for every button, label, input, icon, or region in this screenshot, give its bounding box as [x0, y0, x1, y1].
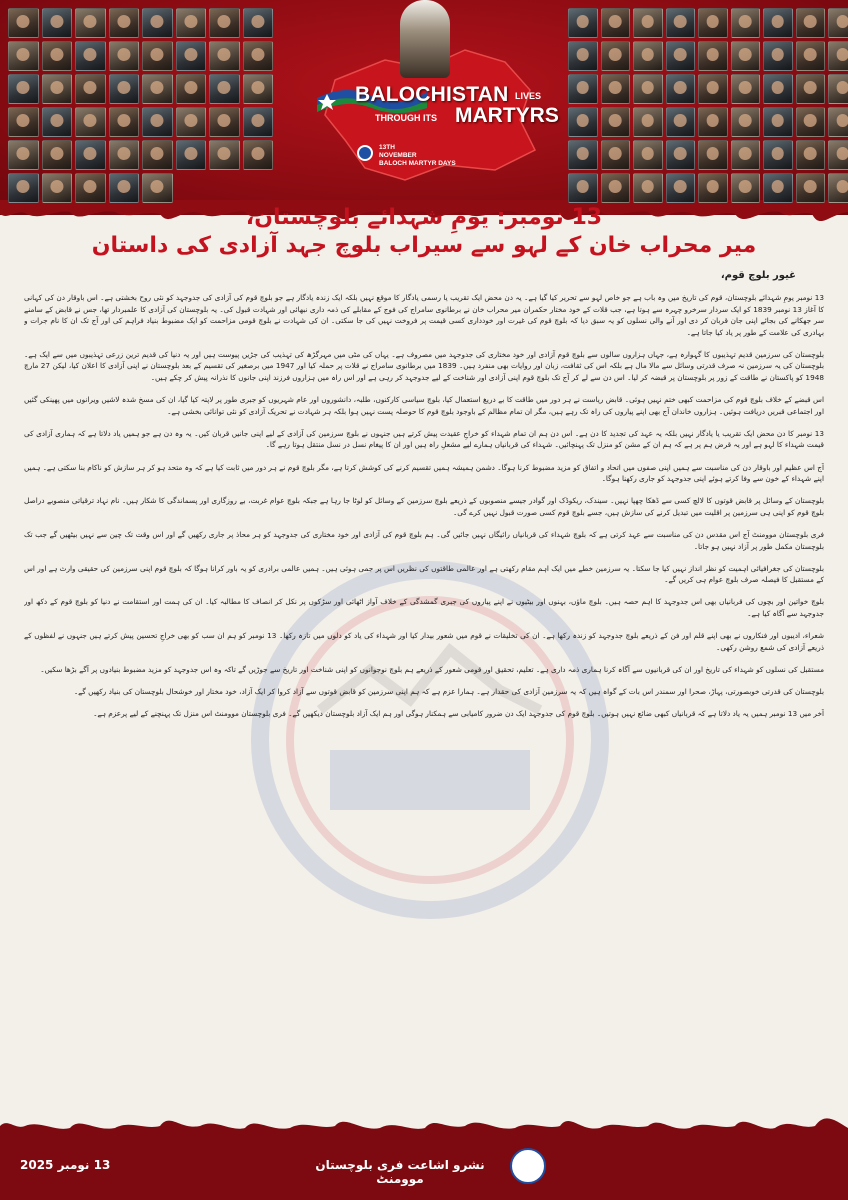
martyr-photo — [109, 140, 140, 170]
martyr-photo — [698, 173, 728, 203]
martyr-photo — [209, 41, 240, 71]
martyr-photo — [731, 140, 761, 170]
martyr-photo — [796, 107, 826, 137]
martyr-photo — [698, 41, 728, 71]
body-text — [24, 292, 824, 1140]
martyr-photo — [828, 41, 848, 71]
martyr-photo — [142, 140, 173, 170]
paragraph: فری بلوچستان موومنٹ آج اس مقدس دن کی مناسبت سے عہد کرتی ہے کہ بلوچ شہداء کی قربانیاں رائیگاں نہیں جائیں گی۔ ہم بلوچ قوم کی آزادی اور خود مختاری کی جدوجہد کو ہر محاذ پر جاری رکھیں گے اور اس وقت تک چین سے نہیں بیٹھیں گے جب تک بلوچستان مکمل طور پر آزاد نہیں ہو جاتا۔ — [24, 529, 824, 551]
martyr-photo — [8, 74, 39, 104]
martyr-photo — [568, 107, 598, 137]
martyr-photo — [601, 41, 631, 71]
martyr-photo — [209, 140, 240, 170]
martyr-photo — [8, 41, 39, 71]
martyr-photo — [42, 173, 73, 203]
martyr-photo-grid-right — [568, 8, 848, 203]
greeting: غیور بلوچ قوم، — [720, 270, 796, 281]
martyr-photo — [731, 74, 761, 104]
footer-org: نشرو اشاعت فری بلوچستان موومنٹ — [315, 1158, 485, 1186]
martyr-photo — [568, 173, 598, 203]
martyr-photo — [666, 107, 696, 137]
martyr-photo — [176, 8, 207, 38]
martyr-photo — [666, 41, 696, 71]
martyr-photo — [633, 8, 663, 38]
martyr-photo — [8, 8, 39, 38]
martyr-photo — [109, 8, 140, 38]
martyr-photo — [243, 107, 274, 137]
martyr-photo — [42, 140, 73, 170]
martyr-photo — [698, 107, 728, 137]
martyr-photo — [8, 173, 39, 203]
paragraph: آج اس عظیم اور باوقار دن کی مناسبت سے ہمیں اپنی صفوں میں اتحاد و اتفاق کو مزید مضبوط کرنا ہوگا۔ دشمن ہمیشہ ہمیں تقسیم کرنے کی کوشش کرتا ہے، مگر بلوچ قوم نے ہر دور میں ثابت کیا ہے کہ وہ متحد ہو کر ہر سازش کو ناکام بنا سکتی ہے۔ ہمیں اپنے شہداء کے خون سے وفا کرتے ہوئے اپنی جدوجہد کو جاری رکھنا ہوگا۔ — [24, 462, 824, 484]
paragraph: بلوچ خواتین اور بچوں کی قربانیاں بھی اس جدوجہد کا اہم حصہ ہیں۔ بلوچ ماؤں، بہنوں اور بیٹیوں نے اپنے پیاروں کی جبری گمشدگی کے خلاف آواز اٹھائی اور سڑکوں پر نکل کر انصاف کا مطالبہ کیا۔ ان کی ہمت اور استقامت نے دنیا کو بلوچ قوم کے دکھ اور جدوجہد سے آگاہ کیا ہے۔ — [24, 597, 824, 618]
title-line-2: میر محراب خان کے لہو سے سیراب بلوچ جہد آزادی کی داستان — [91, 233, 757, 258]
martyr-photo — [568, 8, 598, 38]
martyr-photo — [568, 140, 598, 170]
martyr-photo — [828, 74, 848, 104]
martyr-photo — [75, 140, 106, 170]
leader-portrait — [400, 0, 450, 78]
martyr-photo — [176, 140, 207, 170]
martyr-photo — [796, 74, 826, 104]
martyr-photo — [209, 8, 240, 38]
document-title — [40, 204, 808, 260]
martyr-photo — [796, 140, 826, 170]
martyr-photo — [763, 140, 793, 170]
martyr-photo — [601, 74, 631, 104]
martyr-photo — [142, 173, 173, 203]
paragraph: بلوچستان کی سرزمین قدیم تہذیبوں کا گہوارہ ہے، جہاں ہزاروں سالوں سے بلوچ قوم آزادی اور خود مختاری کی جدوجہد میں مصروف ہے۔ یہاں کی مٹی میں مہرگڑھ کی تہذیب کی جڑیں پیوست ہیں اور یہ دنیا کی قدیم ترین زرعی تہذیبوں میں سے ایک ہے۔ بلوچستان کی یہ سرزمین نہ صرف قدرتی وسائل سے مالا مال ہے بلکہ اس کی ثقافت، زبان اور روایات بھی منفرد ہیں۔ 1839 میں برطانوی سامراج نے قلات پر حملہ کیا اور 1947 میں برصغیر کی تقسیم کے بعد بلوچستان نے اپنی آزادی کا اعلان کیا، لیکن 27 مارچ 1948 کو پاکستان نے طاقت کے زور پر بلوچستان پر قبضہ کر لیا۔ اس دن سے لے کر آج تک بلوچ قوم اپنی آزادی اور شناخت کے لیے جدوجہد کر رہی ہے اور اس راہ میں ہزاروں فرزند اپنی جانوں کا نذرانہ پیش کر چکے ہیں۔ — [24, 349, 824, 383]
poster-date-event: BALOCH MARTYR DAYS — [379, 160, 456, 167]
paragraph: 13 نومبر کا دن محض ایک تقریب یا یادگار نہیں بلکہ یہ عہد کی تجدید کا دن ہے۔ اس دن ہم ان تمام شہداء کو خراجِ عقیدت پیش کرتے ہیں جنہوں نے بلوچ سرزمین کی آزادی کے لیے اپنی جانیں قربان کیں۔ یہ وہ دن ہے جو ہمیں یاد دلاتا ہے کہ ہماری آزادی کی قیمت شہداء کا لہو ہے اور یہ قرض ہم پر ہے کہ ہم ان کے مشن کو منزل تک پہنچائیں۔ شہداء کی قربانیاں ہمارے لیے مشعلِ راہ ہیں اور ان کا پیغام نسل در نسل منتقل ہوتا رہے گا۔ — [24, 428, 824, 450]
martyr-photo — [42, 74, 73, 104]
martyr-photo — [698, 74, 728, 104]
martyr-photo — [828, 107, 848, 137]
martyr-photo — [75, 107, 106, 137]
martyr-photo — [828, 140, 848, 170]
martyr-photo — [243, 41, 274, 71]
martyr-photo — [75, 41, 106, 71]
martyr-photo — [763, 173, 793, 203]
martyr-photo — [796, 8, 826, 38]
martyr-photo — [666, 140, 696, 170]
martyr-photo — [698, 8, 728, 38]
martyr-photo — [731, 41, 761, 71]
poster-date-month: NOVEMBER — [379, 152, 417, 159]
martyr-photo — [142, 41, 173, 71]
martyr-photo — [828, 173, 848, 203]
martyr-photo — [109, 107, 140, 137]
paragraph: شعراء، ادیبوں اور فنکاروں نے بھی اپنے قلم اور فن کے ذریعے بلوچ جدوجہد کو زندہ رکھا ہے۔ ان کی تخلیقات نے قوم میں شعور بیدار کیا اور شہداء کی یاد کو دلوں میں تازہ رکھا۔ 13 نومبر کو ہم ان سب کو بھی خراجِ تحسین پیش کرتے ہیں جنہوں نے لفظوں کے ذریعے آزادی کی شمع روشن رکھی۔ — [24, 630, 824, 652]
martyr-photo — [109, 74, 140, 104]
martyr-photo — [666, 173, 696, 203]
footer-date: 13 نومبر 2025 — [20, 1158, 111, 1172]
martyr-photo — [601, 140, 631, 170]
martyr-photo — [601, 173, 631, 203]
martyr-photo — [601, 107, 631, 137]
martyr-photo — [243, 8, 274, 38]
martyr-photo — [176, 41, 207, 71]
martyr-photo — [796, 173, 826, 203]
martyr-photo — [176, 74, 207, 104]
paragraph: بلوچستان کے وسائل پر قابض قوتوں کا لالچ کسی سے ڈھکا چھپا نہیں۔ سیندک، ریکوڈک اور گوادر جیسے منصوبوں کے ذریعے بلوچ سرزمین کے وسائل کو لوٹا جا رہا ہے جبکہ بلوچ عوام غربت، بے روزگاری اور پسماندگی کا شکار ہیں۔ نام نہاد ترقیاتی منصوبے دراصل بلوچ قوم کو اپنی ہی سرزمین پر اقلیت میں تبدیل کرنے کی سازش ہیں، جسے بلوچ قوم کسی صورت قبول نہیں کرے گی۔ — [24, 496, 824, 517]
paragraph: مستقبل کی نسلوں کو شہداء کی تاریخ اور ان کی قربانیوں سے آگاہ کرنا ہماری ذمہ داری ہے۔ تعلیم، تحقیق اور قومی شعور کے ذریعے ہم بلوچ نوجوانوں کو اپنی شناخت اور تاریخ سے جوڑیں گے تاکہ وہ اس جدوجہد کو مزید مضبوط بنیادوں پر آگے بڑھا سکیں۔ — [40, 664, 824, 674]
martyr-photo — [633, 173, 663, 203]
martyr-photo — [763, 41, 793, 71]
martyr-photo — [763, 107, 793, 137]
martyr-photo — [142, 74, 173, 104]
martyr-photo — [75, 74, 106, 104]
title-line-1: 13 نومبر: یومِ شہدائے بلوچستان، — [245, 205, 603, 230]
martyr-photo — [209, 74, 240, 104]
martyr-photo — [42, 41, 73, 71]
martyr-photo — [568, 74, 598, 104]
martyr-photo — [568, 41, 598, 71]
poster-martyrs: MARTYRS — [455, 104, 559, 127]
martyr-photo — [142, 8, 173, 38]
martyr-photo — [75, 173, 106, 203]
martyr-photo — [731, 107, 761, 137]
martyr-photo — [828, 8, 848, 38]
martyr-photo — [633, 74, 663, 104]
martyr-photo — [763, 74, 793, 104]
center-poster — [295, 0, 560, 205]
martyr-photo — [633, 41, 663, 71]
martyr-photo — [666, 74, 696, 104]
poster-lives: LIVES — [515, 91, 542, 101]
martyr-photo — [243, 74, 274, 104]
paragraph: 13 نومبر یومِ شہدائے بلوچستان، قوم کی تاریخ میں وہ باب ہے جو خاص لہو سے تحریر کیا گیا ہے۔ یہ دن محض ایک تقریب یا رسمی یادگار کا موقع نہیں بلکہ ایک زندہ یادگار ہے جو بلوچ قوم کی آزادی کی جدوجہد کو نئی روح بخشتی ہے۔ اس باوقار دن کی کہانی کا آغاز 13 نومبر 1839 کو ایک سردار سرخرو چہرہ سے ہوتا ہے، جب قلات کے خود مختار حکمران میر محراب خان نے برطانوی سامراج کی فوج کے مقابلے کی ذمہ داری نبھائی اور شہادت قبول کی۔ یہ بلوچستان کی آزادی کا علمبردار تھا، جس نے قابض کے سامنے سر جھکانے کی بجائے اپنی جان قربان کر دی اور آنے والی نسلوں کو یہ سبق دیا کہ بلوچ قوم کی غیرت اور خودداری کسی قیمت پر فروخت نہیں کی جا سکتی۔ ان کی شہادت نے بلوچ قومی مزاحمت کو ایک مضبوط بنیاد فراہم کی اور آج تک ان کا نام جرات و بہادری کی علامت کے طور پر یاد کیا جاتا ہے۔ — [24, 293, 824, 337]
paragraph: بلوچستان کی جغرافیائی اہمیت کو نظر انداز نہیں کیا جا سکتا۔ یہ سرزمین خطے میں ایک اہم مقام رکھتی ہے اور عالمی طاقتوں کی نظریں اس پر جمی ہوئی ہیں۔ ہمیں عالمی برادری کو یہ باور کرانا ہوگا کہ بلوچ قوم اپنی سرزمین کی حقیقی وارث ہے اور اس کے مستقبل کا فیصلہ صرف بلوچ عوام ہی کریں گے۔ — [24, 563, 824, 585]
paragraph: اس قبضے کے خلاف بلوچ قوم کی مزاحمت کبھی ختم نہیں ہوئی۔ قابض ریاست نے ہر دور میں طاقت کا بے دریغ استعمال کیا، بلوچ سیاسی کارکنوں، طلبہ، دانشوروں اور عام شہریوں کو جبری طور پر لاپتہ کیا گیا، ان کی مسخ شدہ لاشیں ویرانوں میں پھینکی گئیں اور اجتماعی قبریں دریافت ہوئیں۔ ہزاروں خاندان آج بھی اپنے پیاروں کی راہ تک رہے ہیں، مگر ان تمام مظالم کے باوجود بلوچ قوم کا حوصلہ پست نہیں ہوا بلکہ ہر شہادت نے تحریک آزادی کو نئی توانائی بخشی ہے۔ — [24, 395, 824, 416]
martyr-photo — [42, 8, 73, 38]
poster-through: THROUGH ITS — [375, 113, 437, 123]
martyr-photo — [633, 107, 663, 137]
martyr-photo — [731, 173, 761, 203]
fbm-logo-icon — [510, 1148, 546, 1184]
martyr-photo — [243, 140, 274, 170]
martyr-photo — [763, 8, 793, 38]
martyr-photo — [176, 107, 207, 137]
paragraph: آخر میں 13 نومبر ہمیں یہ یاد دلاتا ہے کہ قربانیاں کبھی ضائع نہیں ہوتیں۔ بلوچ قوم کی جدوجہد ایک دن ضرور کامیابی سے ہمکنار ہوگی اور ہم ایک آزاد بلوچستان دیکھیں گے۔ فری بلوچستان موومنٹ اس منزل تک پہنچنے کے لیے پرعزم ہے۔ — [93, 708, 824, 718]
martyr-photo — [142, 107, 173, 137]
paragraph: بلوچستان کی قدرتی خوبصورتی، پہاڑ، صحرا اور سمندر اس بات کے گواہ ہیں کہ یہ سرزمین آزادی کی حقدار ہے۔ ہمارا عزم ہے کہ ہم اپنی سرزمین کو قابض قوتوں سے آزاد کروا کر ایک آزاد، خود مختار اور خوشحال بلوچستان کی بنیاد رکھیں گے۔ — [73, 686, 824, 696]
martyr-photo — [209, 107, 240, 137]
martyr-photo — [42, 107, 73, 137]
martyr-photo — [8, 107, 39, 137]
martyr-photo — [666, 8, 696, 38]
martyr-photo — [75, 8, 106, 38]
martyr-photo-grid-left — [8, 8, 273, 203]
martyr-photo — [601, 8, 631, 38]
poster-headline: BALOCHISTAN — [355, 83, 509, 106]
martyr-photo — [109, 41, 140, 71]
martyr-photo — [8, 140, 39, 170]
martyr-photo — [633, 140, 663, 170]
martyr-photo — [698, 140, 728, 170]
martyr-photo — [796, 41, 826, 71]
martyr-photo — [109, 173, 140, 203]
martyr-photo — [731, 8, 761, 38]
fbm-emblem-icon — [357, 145, 373, 161]
poster-date-day: 13TH — [379, 144, 395, 151]
